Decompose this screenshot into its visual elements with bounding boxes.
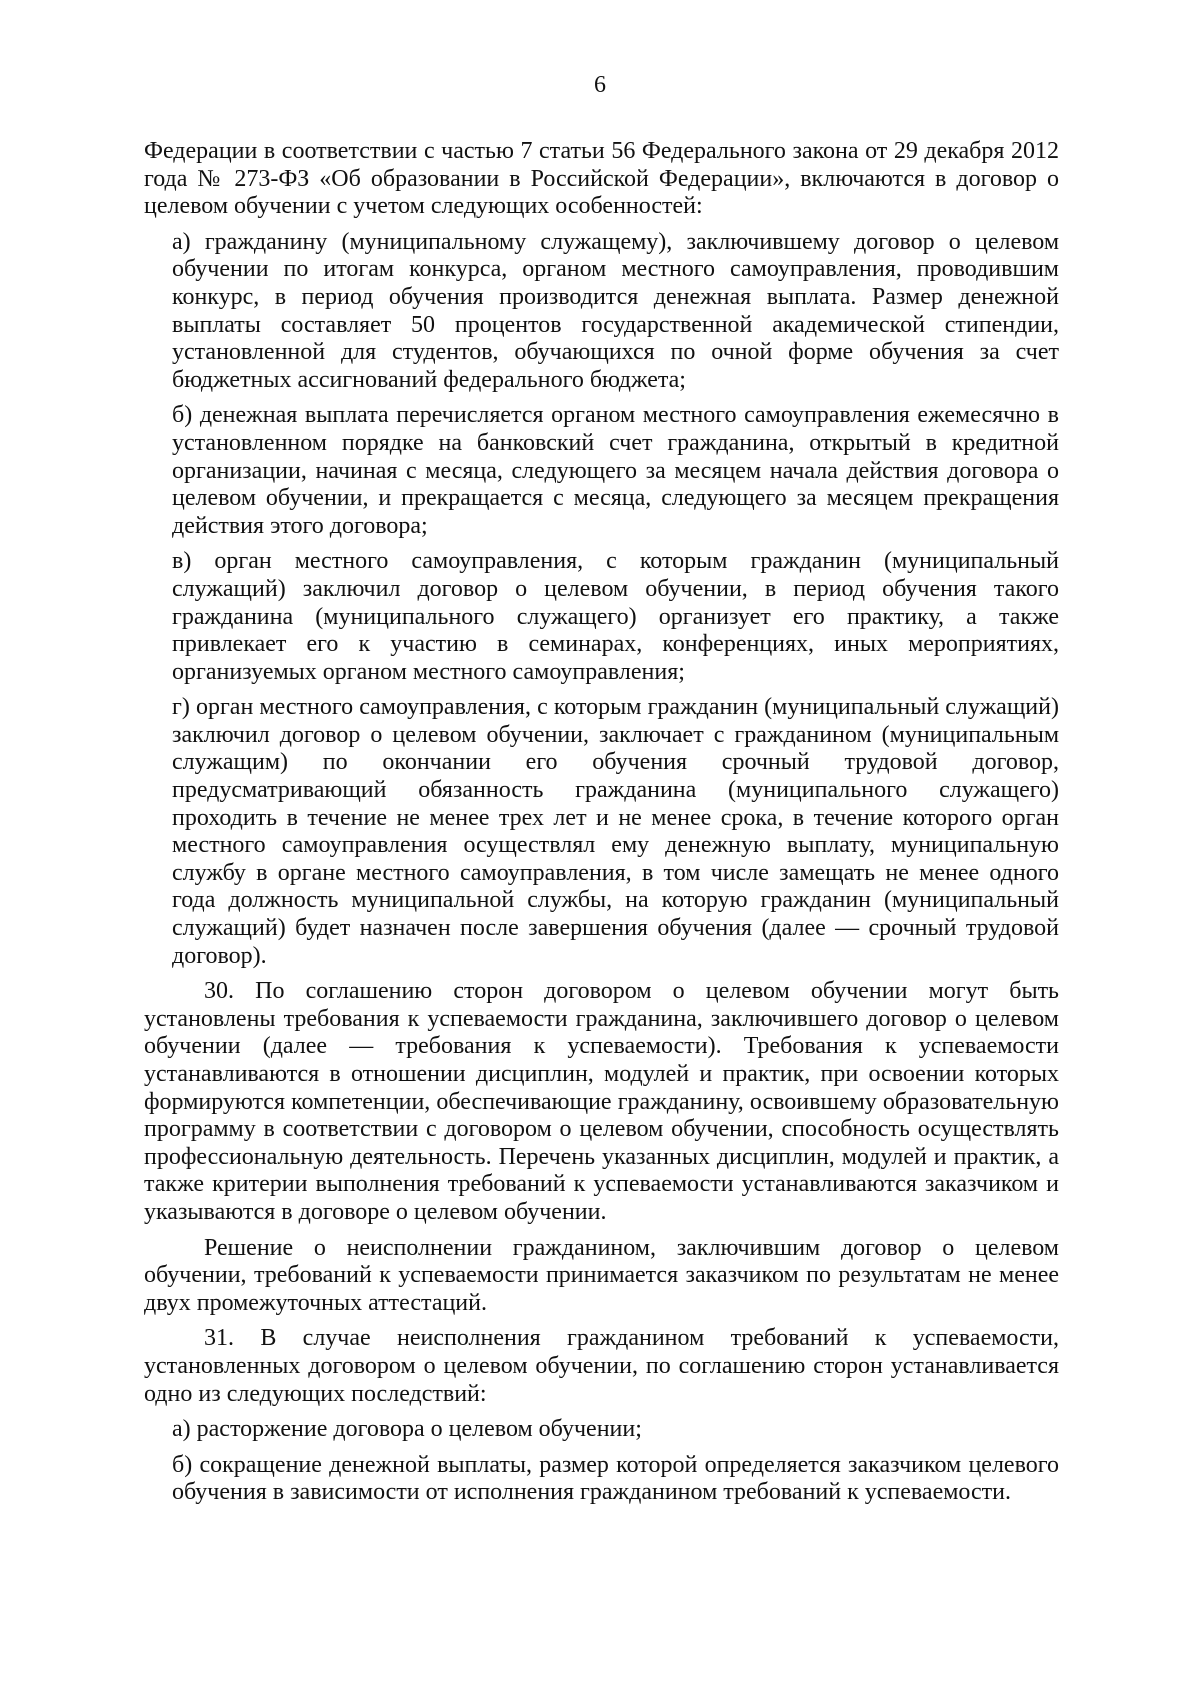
paragraph-30: 30. По соглашению сторон договором о целевом обучении могут быть установлены требования к успеваемости гражданина, заключившего договор о целевом обучении (далее — требования к успеваемости). Требования к успеваемости устанавливаются в отношении дисциплин, модулей и практик, при освоении которых формируются компетенции, обеспечивающие гражданину, освоившему образовательную программу в соответствии с договором о целевом обучении, способность осуществлять профессиональную деятельность. Перечень указанных дисциплин, модулей и практик, а также критерии выполнения требований к успеваемости устанавливаются заказчиком и указываются в договоре о целевом обучении. bbox=[144, 978, 1059, 1225]
paragraph-continuation: Федерации в соответствии с частью 7 статьи 56 Федерального закона от 29 декабря 2012 года № 273-ФЗ «Об образовании в Российской Федерации», включаются в договор о целевом обучении с учетом следующих особенностей: bbox=[144, 138, 1059, 220]
list-item-g: г) орган местного самоуправления, с которым гражданин (муниципальный служащий) заключил договор о целевом обучении, заключает с гражданином (муниципальным служащим) по окончании его обучения срочный трудовой договор, предусматривающий обязанность гражданина (муниципального служащего) проходить в течение не менее трех лет и не менее срока, в течение которого орган местного самоуправления осуществлял ему денежную выплату, муниципальную службу в органе местного самоуправления, в том числе замещать не менее одного года должность муниципальной службы, на которую гражданин (муниципальный служащий) будет назначен после завершения обучения (далее — срочный трудовой договор). bbox=[172, 694, 1059, 969]
list-item-a: а) гражданину (муниципальному служащему), заключившему договор о целевом обучении по итогам конкурса, органом местного самоуправления, проводившим конкурс, в период обучения производится денежная выплата. Размер денежной выплаты составляет 50 процентов государственной академической стипендии, установленной для студентов, обучающихся по очной форме обучения за счет бюджетных ассигнований федерального бюджета; bbox=[172, 228, 1059, 393]
consequence-item-b: б) сокращение денежной выплаты, размер которой определяется заказчиком целевого обучения в зависимости от исполнения гражданином требований к успеваемости. bbox=[172, 1451, 1059, 1506]
paragraph-31: 31. В случае неисполнения гражданином требований к успеваемости, установленных договором о целевом обучении, по соглашению сторон устанавливается одно из следующих последствий: bbox=[144, 1325, 1059, 1407]
list-item-b: б) денежная выплата перечисляется органом местного самоуправления ежемесячно в установленном порядке на банковский счет гражданина, открытый в кредитной организации, начиная с месяца, следующего за месяцем начала действия договора о целевом обучении, и прекращается с месяца, следующего за месяцем прекращения действия этого договора; bbox=[172, 402, 1059, 539]
page-number: 6 bbox=[594, 72, 606, 98]
document-body bbox=[144, 138, 1059, 1515]
paragraph-decision: Решение о неисполнении гражданином, заключившим договор о целевом обучении, требований к успеваемости принимается заказчиком по результатам не менее двух промежуточных аттестаций. bbox=[144, 1234, 1059, 1316]
consequence-item-a: а) расторжение договора о целевом обучении; bbox=[172, 1416, 642, 1443]
list-item-v: в) орган местного самоуправления, с которым гражданин (муниципальный служащий) заключил договор о целевом обучении, в период обучения такого гражданина (муниципального служащего) организует его практику, а также привлекает его к участию в семинарах, конференциях, иных мероприятиях, организуемых органом местного самоуправления; bbox=[172, 548, 1059, 685]
